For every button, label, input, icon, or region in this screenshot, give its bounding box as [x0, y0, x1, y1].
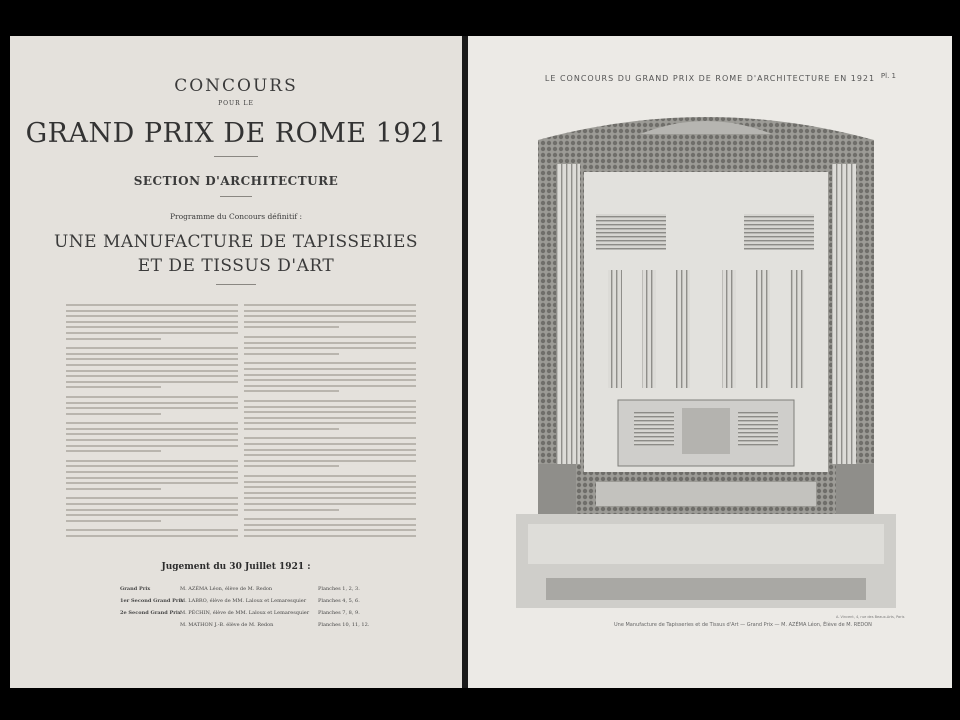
- programme-label: Programme du Concours définitif :: [169, 212, 303, 221]
- text-line: [66, 407, 238, 409]
- text-line: [244, 336, 416, 338]
- text-line: [66, 471, 238, 473]
- text-line: [66, 433, 238, 435]
- pour-le-text: POUR LE: [218, 100, 254, 107]
- text-line: [244, 465, 339, 467]
- text-line: [66, 321, 238, 323]
- plan-drawing: [516, 104, 896, 608]
- text-line: [66, 477, 238, 479]
- text-line: [244, 422, 416, 424]
- text-line: [244, 518, 416, 520]
- text-line: [66, 529, 238, 531]
- text-line: [244, 492, 416, 494]
- left-page: [10, 36, 462, 688]
- text-line: [66, 422, 238, 424]
- text-line: [66, 509, 238, 511]
- text-line: [244, 443, 416, 445]
- text-line: [66, 315, 238, 317]
- text-line: [244, 321, 416, 323]
- text-line: [244, 503, 416, 505]
- result-row: [120, 586, 410, 596]
- text-line: [66, 347, 238, 349]
- program-text-column-right: [244, 304, 416, 541]
- text-line: [244, 400, 416, 402]
- text-line: [66, 396, 238, 398]
- result-plates: Planches 10, 11, 12.: [318, 622, 370, 628]
- text-line: [66, 332, 238, 334]
- text-line: [66, 370, 238, 372]
- text-line: [244, 449, 416, 451]
- result-prize: Grand Prix: [120, 586, 151, 592]
- text-line: [244, 417, 416, 419]
- text-line: [244, 310, 416, 312]
- text-line: [244, 509, 339, 511]
- right-page: [468, 36, 952, 688]
- text-line: [66, 310, 238, 312]
- text-line: [244, 304, 416, 306]
- text-line: [244, 524, 416, 526]
- result-name: M. AZÉMA Léon, élève de M. Redon: [180, 586, 273, 592]
- result-plates: Planches 4, 5, 6.: [318, 598, 360, 604]
- text-line: [244, 362, 416, 364]
- text-line: [66, 381, 238, 383]
- text-line: [244, 342, 416, 344]
- result-plates: Planches 7, 8, 9.: [318, 610, 360, 616]
- text-line: [244, 535, 416, 537]
- printer-credit: A. Vincent, 4, rue des Beaux-Arts, Paris: [836, 615, 905, 619]
- jugement-heading: Jugement du 30 Juillet 1921 :: [161, 562, 311, 572]
- text-line: [244, 497, 416, 499]
- subject-rule: [216, 284, 256, 285]
- text-line: [244, 454, 416, 456]
- architectural-plan-image: [516, 104, 896, 608]
- plate-number: Pl. 1: [880, 72, 896, 80]
- text-line: [66, 428, 238, 430]
- text-line: [244, 529, 416, 531]
- text-line: [244, 460, 416, 462]
- text-line: [66, 465, 238, 467]
- text-line: [66, 445, 238, 447]
- text-line: [66, 304, 238, 306]
- text-line: [66, 338, 161, 340]
- text-line: [244, 326, 339, 328]
- section-rule: [220, 196, 252, 197]
- program-text-column-left: [66, 304, 238, 541]
- text-line: [66, 488, 161, 490]
- text-line: [66, 439, 238, 441]
- section-heading: SECTION D'ARCHITECTURE: [133, 174, 339, 188]
- text-line: [244, 347, 416, 349]
- result-row: [120, 622, 410, 632]
- text-line: [244, 353, 339, 355]
- text-line: [244, 374, 416, 376]
- plate-caption: Une Manufacture de Tapisseries et de Tissus d'Art — Grand Prix — M. AZÉMA Léon, Élève de M. REDON: [614, 622, 872, 628]
- text-line: [66, 353, 238, 355]
- text-line: [244, 368, 416, 370]
- text-line: [244, 379, 416, 381]
- text-line: [244, 486, 416, 488]
- text-line: [244, 428, 339, 430]
- concours-heading: CONCOURS: [174, 76, 298, 96]
- text-line: [66, 482, 238, 484]
- text-line: [66, 358, 238, 360]
- text-line: [66, 460, 238, 462]
- text-line: [244, 406, 416, 408]
- text-line: [244, 475, 416, 477]
- plate-header: LE CONCOURS DU GRAND PRIX DE ROME D'ARCHITECTURE EN 1921: [544, 74, 876, 83]
- result-row: [120, 598, 410, 608]
- text-line: [66, 386, 161, 388]
- text-line: [66, 413, 161, 415]
- text-line: [66, 497, 238, 499]
- text-line: [244, 411, 416, 413]
- text-line: [244, 437, 416, 439]
- result-name: M. PÉCHIN, élève de MM. Laloux et Lemaresquier: [180, 610, 310, 616]
- text-line: [244, 390, 339, 392]
- result-name: M. MATHON J.-B. élève de M. Redon: [180, 622, 274, 628]
- text-line: [66, 535, 238, 537]
- title-rule: [214, 156, 258, 157]
- subject-line-2: ET DE TISSUS D'ART: [137, 256, 335, 276]
- text-line: [244, 481, 416, 483]
- text-line: [66, 503, 238, 505]
- result-prize: 2e Second Grand Prix: [120, 610, 181, 616]
- result-prize: 1er Second Grand Prix: [120, 598, 184, 604]
- page-title: GRAND PRIX DE ROME 1921: [25, 118, 447, 149]
- text-line: [66, 375, 238, 377]
- text-line: [66, 520, 161, 522]
- text-line: [66, 364, 238, 366]
- result-plates: Planches 1, 2, 3.: [318, 586, 360, 592]
- result-row: [120, 610, 410, 620]
- text-line: [66, 450, 161, 452]
- text-line: [66, 326, 238, 328]
- text-line: [66, 514, 238, 516]
- subject-line-1: UNE MANUFACTURE DE TAPISSERIES: [53, 232, 419, 252]
- result-name: M. LABRO, élève de MM. Laloux et Lemaresquier: [180, 598, 307, 604]
- text-line: [66, 402, 238, 404]
- text-line: [244, 315, 416, 317]
- text-line: [244, 385, 416, 387]
